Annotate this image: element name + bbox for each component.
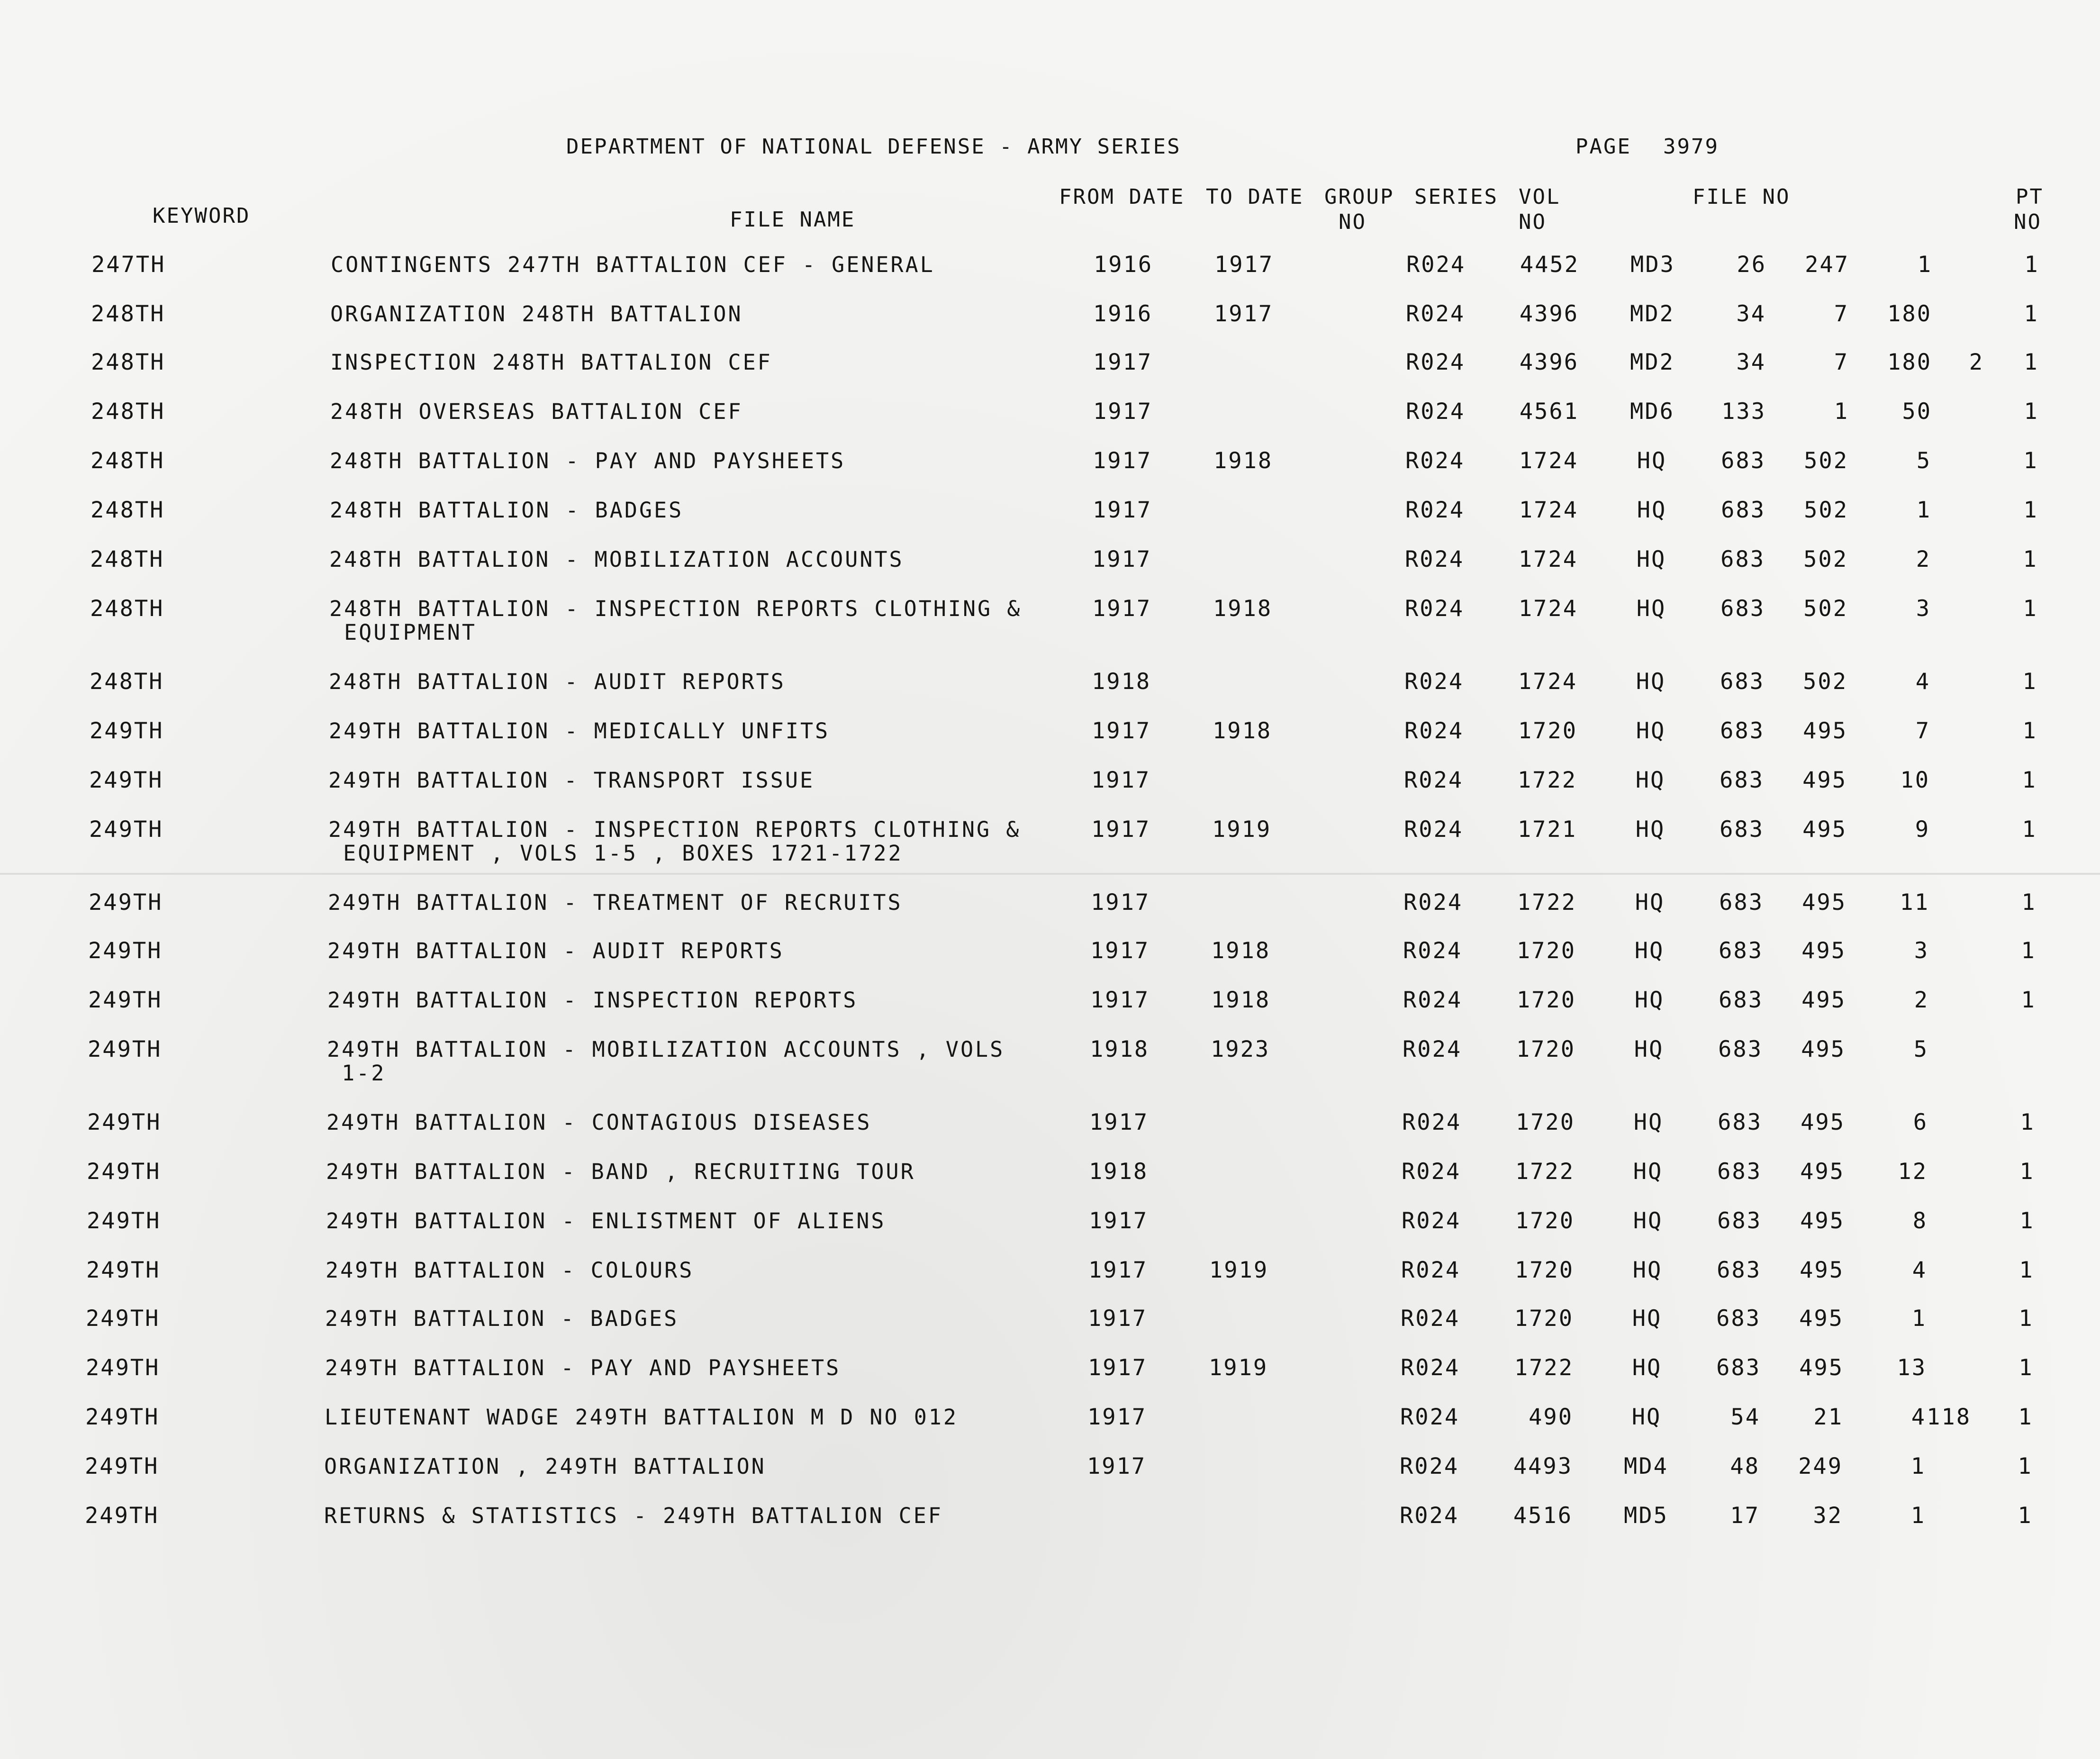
col-header-keyword: KEYWORD <box>153 204 251 228</box>
row-series: R024 <box>1406 301 1466 327</box>
row-vol: 1720 <box>1516 938 1576 964</box>
row-from-date: 1917 <box>1089 1109 1149 1135</box>
row-file-no-3: 7 <box>1834 301 1849 327</box>
row-series: R024 <box>1403 889 1463 916</box>
row-file-no-3: 32 <box>1813 1503 1843 1529</box>
row-series: R024 <box>1405 596 1465 622</box>
row-file-no-3: 495 <box>1801 1036 1846 1062</box>
row-keyword: 248TH <box>91 349 165 375</box>
row-file-no-5: 2 <box>1969 349 1984 375</box>
row-pt-no: 1 <box>2019 1355 2034 1381</box>
row-file-no-3: 495 <box>1803 718 1847 744</box>
row-file-name: 249TH BATTALION - BAND , RECRUITING TOUR <box>326 1159 915 1184</box>
row-pt-no: 1 <box>2024 349 2039 375</box>
row-file-no-prefix: MD2 <box>1630 301 1675 327</box>
row-file-no-2: 683 <box>1716 1306 1761 1332</box>
row-series: R024 <box>1401 1355 1460 1381</box>
row-file-no-2: 683 <box>1718 1036 1763 1062</box>
row-file-no-2: 683 <box>1719 987 1763 1013</box>
row-keyword: 249TH <box>89 767 163 793</box>
row-pt-no: 1 <box>2020 1109 2035 1135</box>
row-file-no-2: 48 <box>1730 1453 1760 1479</box>
row-file-no-3: 495 <box>1802 767 1847 793</box>
row-vol: 490 <box>1529 1404 1573 1430</box>
row-file-no-prefix: HQ <box>1632 1306 1662 1332</box>
row-file-no-prefix: HQ <box>1631 1404 1662 1430</box>
col-header-series: SERIES <box>1414 185 1498 209</box>
row-series: R024 <box>1402 1109 1462 1135</box>
row-file-no-prefix: HQ <box>1636 718 1666 744</box>
row-file-no-4: 8 <box>1912 1208 1928 1234</box>
row-file-no-3: 502 <box>1803 546 1848 572</box>
row-file-no-2: 683 <box>1716 1355 1761 1381</box>
row-series: R024 <box>1405 546 1465 572</box>
row-to-date: 1918 <box>1211 987 1271 1013</box>
row-vol: 1720 <box>1514 1306 1574 1332</box>
col-header-group-no: NO <box>1339 210 1367 234</box>
row-from-date: 1917 <box>1090 987 1150 1013</box>
row-file-no-2: 683 <box>1720 767 1764 793</box>
row-file-name: ORGANIZATION , 249TH BATTALION <box>324 1454 766 1479</box>
col-header-group: GROUP <box>1324 185 1394 209</box>
row-series: R024 <box>1405 448 1465 474</box>
row-vol: 1721 <box>1517 816 1577 843</box>
row-file-no-4: 2 <box>1914 987 1929 1013</box>
row-file-no-2: 34 <box>1736 349 1766 375</box>
row-file-no-2: 54 <box>1730 1404 1760 1430</box>
row-vol: 4396 <box>1519 349 1579 375</box>
row-file-no-4: 1 <box>1916 497 1931 523</box>
row-file-no-prefix: HQ <box>1634 987 1665 1013</box>
row-file-no-3: 495 <box>1802 889 1847 916</box>
row-file-name: ORGANIZATION 248TH BATTALION <box>330 301 743 326</box>
row-pt-no: 1 <box>2024 301 2039 327</box>
row-keyword: 248TH <box>91 497 165 523</box>
row-vol: 1720 <box>1515 1208 1575 1234</box>
row-series: R024 <box>1404 669 1464 695</box>
row-file-no-2: 683 <box>1720 816 1764 843</box>
col-header-file-no: FILE NO <box>1693 185 1791 209</box>
row-pt-no: 1 <box>2023 596 2038 622</box>
row-file-no-prefix: HQ <box>1633 1208 1663 1234</box>
row-keyword: 248TH <box>91 399 165 425</box>
row-file-no-3: 495 <box>1800 1257 1844 1283</box>
col-header-file-name: FILE NAME <box>730 208 856 232</box>
row-from-date: 1917 <box>1087 1404 1147 1430</box>
row-keyword: 249TH <box>88 938 163 964</box>
row-file-no-4: 6 <box>1913 1109 1928 1135</box>
row-pt-no: 1 <box>2018 1453 2033 1479</box>
row-file-no-3: 495 <box>1800 1159 1845 1185</box>
row-series: R024 <box>1402 1159 1461 1185</box>
row-vol: 1722 <box>1515 1159 1575 1185</box>
row-keyword: 249TH <box>85 1404 160 1430</box>
row-keyword: 249TH <box>88 1036 162 1062</box>
row-series: R024 <box>1403 987 1463 1013</box>
row-from-date: 1917 <box>1088 1306 1148 1332</box>
row-pt-no: 1 <box>2022 767 2037 793</box>
row-keyword: 249TH <box>87 1208 161 1234</box>
page-label: PAGE <box>1575 135 1631 159</box>
row-file-no-prefix: HQ <box>1636 546 1666 572</box>
row-from-date: 1916 <box>1093 301 1153 327</box>
row-to-date: 1918 <box>1211 938 1271 964</box>
row-file-no-3: 495 <box>1799 1355 1844 1381</box>
row-vol: 1720 <box>1516 1036 1575 1062</box>
row-file-name: 248TH BATTALION - BADGES <box>330 498 684 523</box>
row-vol: 1720 <box>1518 718 1577 744</box>
row-file-no-2: 683 <box>1719 889 1764 916</box>
row-keyword: 249TH <box>87 1109 162 1135</box>
row-file-name: 249TH BATTALION - MEDICALLY UNFITS <box>329 718 830 743</box>
row-pt-no: 1 <box>2022 669 2037 695</box>
row-pt-no: 1 <box>2019 1159 2035 1185</box>
row-to-date: 1918 <box>1213 596 1273 622</box>
row-pt-no: 1 <box>2021 889 2037 916</box>
row-pt-no: 1 <box>2023 497 2038 523</box>
row-keyword: 248TH <box>90 546 164 572</box>
row-pt-no: 1 <box>2024 252 2039 278</box>
row-file-no-4: 7 <box>1915 718 1930 744</box>
row-file-no-4: 5 <box>1913 1036 1928 1062</box>
row-file-no-3: 21 <box>1813 1404 1843 1430</box>
row-to-date: 1917 <box>1214 252 1274 278</box>
row-file-no-3: 495 <box>1801 938 1846 964</box>
row-keyword: 249TH <box>85 1453 159 1479</box>
row-file-name: 248TH BATTALION - MOBILIZATION ACCOUNTS <box>329 547 904 572</box>
row-file-name: 249TH BATTALION - MOBILIZATION ACCOUNTS , VOLS 1-2 <box>327 1037 1005 1086</box>
row-file-no-3: 495 <box>1802 816 1847 843</box>
row-series: R024 <box>1401 1306 1460 1332</box>
row-file-no-prefix: HQ <box>1635 767 1666 793</box>
row-from-date: 1917 <box>1093 497 1152 523</box>
row-file-name: 249TH BATTALION - INSPECTION REPORTS CLOTHING & EQUIPMENT , VOLS 1-5 , BOXES 1721-1722 <box>328 817 1021 866</box>
row-file-name: 249TH BATTALION - PAY AND PAYSHEETS <box>325 1355 841 1380</box>
row-keyword: 249TH <box>88 987 163 1013</box>
row-series: R024 <box>1404 718 1464 744</box>
row-from-date: 1917 <box>1092 718 1151 744</box>
row-file-no-prefix: HQ <box>1637 497 1667 523</box>
row-file-no-4: 180 <box>1887 301 1932 327</box>
row-file-name: 248TH BATTALION - AUDIT REPORTS <box>329 669 786 694</box>
col-header-from-date: FROM DATE <box>1059 185 1185 209</box>
row-file-name: 248TH BATTALION - PAY AND PAYSHEETS <box>330 448 846 473</box>
row-keyword: 249TH <box>86 1306 160 1332</box>
col-header-vol: VOL <box>1519 185 1561 209</box>
row-file-no-prefix: MD3 <box>1630 252 1675 278</box>
row-from-date: 1918 <box>1089 1159 1149 1185</box>
row-file-no-2: 683 <box>1720 669 1765 695</box>
row-vol: 4561 <box>1519 399 1579 425</box>
row-to-date: 1919 <box>1209 1257 1269 1283</box>
row-vol: 1724 <box>1518 596 1578 622</box>
row-series: R024 <box>1401 1257 1461 1283</box>
col-header-to-date: TO DATE <box>1206 185 1304 209</box>
row-file-name: RETURNS & STATISTICS - 249TH BATTALION CEF <box>324 1503 943 1528</box>
row-file-no-3: 502 <box>1803 669 1847 695</box>
row-series: R024 <box>1404 816 1464 843</box>
row-file-no-2: 683 <box>1718 1109 1762 1135</box>
row-from-date: 1917 <box>1089 1208 1149 1234</box>
row-keyword: 247TH <box>91 252 166 278</box>
col-header-pt: PT <box>2016 185 2044 209</box>
row-file-no-2: 683 <box>1717 1208 1762 1234</box>
row-file-no-4: 4 <box>1915 669 1930 695</box>
row-to-date: 1919 <box>1212 816 1272 843</box>
row-from-date: 1916 <box>1094 252 1153 278</box>
row-series: R024 <box>1403 938 1463 964</box>
row-file-no-3: 495 <box>1801 987 1846 1013</box>
row-pt-no: 1 <box>2023 448 2038 474</box>
row-keyword: 248TH <box>90 669 164 695</box>
document-title: DEPARTMENT OF NATIONAL DEFENSE - ARMY SERIES <box>566 135 1181 159</box>
row-file-no-prefix: HQ <box>1633 1159 1663 1185</box>
row-file-no-4: 1 <box>1910 1503 1926 1529</box>
col-header-pt-no: NO <box>2014 210 2042 234</box>
row-keyword: 249TH <box>86 1355 160 1381</box>
row-from-date: 1917 <box>1088 1355 1148 1381</box>
row-from-date: 1917 <box>1091 889 1150 916</box>
row-file-no-prefix: HQ <box>1636 669 1666 695</box>
row-file-no-4: 10 <box>1900 767 1930 793</box>
row-file-no-2: 683 <box>1720 546 1765 572</box>
row-from-date: 1918 <box>1090 1036 1150 1062</box>
row-file-no-4: 1 <box>1917 252 1932 278</box>
row-file-no-prefix: MD5 <box>1624 1503 1668 1529</box>
row-pt-no: 1 <box>2021 987 2036 1013</box>
row-series: R024 <box>1406 252 1466 278</box>
row-series: R024 <box>1406 399 1466 425</box>
row-pt-no: 1 <box>2018 1404 2033 1430</box>
row-keyword: 249TH <box>86 1257 161 1283</box>
row-file-no-prefix: HQ <box>1634 938 1665 964</box>
row-series: R024 <box>1406 349 1466 375</box>
row-to-date: 1918 <box>1213 448 1273 474</box>
row-series: R024 <box>1400 1404 1460 1430</box>
row-pt-no: 1 <box>2021 938 2036 964</box>
row-file-no-3: 495 <box>1800 1208 1845 1234</box>
row-file-no-prefix: MD2 <box>1630 349 1675 375</box>
row-to-date: 1917 <box>1214 301 1274 327</box>
row-file-name: 248TH OVERSEAS BATTALION CEF <box>330 399 743 424</box>
row-pt-no: 1 <box>2019 1306 2034 1332</box>
row-file-no-prefix: HQ <box>1632 1355 1662 1381</box>
row-file-no-3: 1 <box>1834 399 1849 425</box>
row-file-no-3: 495 <box>1801 1109 1845 1135</box>
row-file-name: CONTINGENTS 247TH BATTALION CEF - GENERAL <box>331 252 935 277</box>
row-to-date: 1918 <box>1213 718 1272 744</box>
row-from-date: 1918 <box>1092 669 1151 695</box>
row-file-no-3: 502 <box>1804 448 1848 474</box>
row-file-no-4: 1 <box>1911 1306 1927 1332</box>
row-file-no-prefix: HQ <box>1632 1257 1663 1283</box>
row-from-date: 1917 <box>1088 1257 1148 1283</box>
row-vol: 1720 <box>1515 1109 1575 1135</box>
row-file-name: 249TH BATTALION - BADGES <box>325 1306 679 1331</box>
row-file-no-3: 247 <box>1805 252 1849 278</box>
row-from-date: 1917 <box>1093 448 1152 474</box>
row-file-no-2: 683 <box>1719 938 1763 964</box>
row-vol: 4396 <box>1519 301 1579 327</box>
row-to-date: 1923 <box>1211 1036 1270 1062</box>
row-file-no-4: 1 <box>1910 1453 1926 1479</box>
row-from-date: 1917 <box>1091 816 1151 843</box>
row-file-no-2: 683 <box>1721 448 1765 474</box>
row-from-date: 1917 <box>1087 1453 1147 1479</box>
row-vol: 1724 <box>1518 669 1577 695</box>
row-file-name: 249TH BATTALION - COLOURS <box>326 1258 694 1283</box>
row-file-no-2: 683 <box>1720 718 1765 744</box>
page-fold-line <box>0 873 2100 875</box>
row-pt-no: 1 <box>2023 546 2038 572</box>
row-file-no-2: 683 <box>1720 596 1765 622</box>
row-file-name: 249TH BATTALION - ENLISTMENT OF ALIENS <box>326 1208 886 1233</box>
row-series: R024 <box>1405 497 1465 523</box>
row-file-no-3: 249 <box>1798 1453 1843 1479</box>
row-vol: 1724 <box>1519 448 1578 474</box>
row-file-name: 249TH BATTALION - TRANSPORT ISSUE <box>328 768 815 793</box>
row-file-name: 249TH BATTALION - TREATMENT OF RECRUITS <box>328 890 903 915</box>
row-file-name: LIEUTENANT WADGE 249TH BATTALION M D NO 012 <box>325 1405 958 1430</box>
row-from-date: 1917 <box>1091 767 1151 793</box>
row-to-date: 1919 <box>1209 1355 1268 1381</box>
row-file-no-2: 683 <box>1721 497 1765 523</box>
row-vol: 1724 <box>1519 497 1578 523</box>
row-file-no-3: 495 <box>1799 1306 1844 1332</box>
row-vol: 1722 <box>1514 1355 1574 1381</box>
row-series: R024 <box>1403 1036 1462 1062</box>
row-series: R024 <box>1404 767 1464 793</box>
row-keyword: 249TH <box>85 1503 159 1529</box>
row-from-date: 1917 <box>1093 349 1153 375</box>
row-file-no-3: 7 <box>1834 349 1849 375</box>
row-series: R024 <box>1402 1208 1461 1234</box>
row-file-no-4: 50 <box>1902 399 1932 425</box>
row-vol: 1724 <box>1518 546 1578 572</box>
row-vol: 1722 <box>1517 767 1577 793</box>
row-file-no-4: 4 <box>1912 1257 1927 1283</box>
row-vol: 4516 <box>1513 1503 1573 1529</box>
row-file-no-2: 34 <box>1736 301 1766 327</box>
row-file-name: 248TH BATTALION - INSPECTION REPORTS CLOTHING & EQUIPMENT <box>329 596 1022 645</box>
row-from-date: 1917 <box>1090 938 1150 964</box>
row-keyword: 248TH <box>91 301 165 327</box>
row-file-no-4: 3 <box>1916 596 1931 622</box>
row-series: R024 <box>1400 1453 1459 1479</box>
row-series: R024 <box>1400 1503 1459 1529</box>
row-file-name: INSPECTION 248TH BATTALION CEF <box>330 350 772 375</box>
row-file-name: 249TH BATTALION - CONTAGIOUS DISEASES <box>326 1110 872 1135</box>
row-file-no-4: 13 <box>1897 1355 1927 1381</box>
row-file-no-prefix: HQ <box>1637 448 1667 474</box>
row-file-no-2: 683 <box>1717 1159 1762 1185</box>
row-keyword: 249TH <box>87 1159 161 1185</box>
row-vol: 1720 <box>1514 1257 1574 1283</box>
row-file-name: 249TH BATTALION - AUDIT REPORTS <box>327 938 784 963</box>
row-file-no-4: 180 <box>1887 349 1932 375</box>
row-keyword: 249TH <box>89 816 163 843</box>
row-file-no-2: 26 <box>1737 252 1766 278</box>
row-vol: 1722 <box>1517 889 1576 916</box>
row-pt-no: 1 <box>2019 1257 2034 1283</box>
row-file-no-4: 3 <box>1914 938 1929 964</box>
row-keyword: 249TH <box>90 718 164 744</box>
page-number: 3979 <box>1663 135 1719 159</box>
row-file-no-prefix: HQ <box>1635 889 1665 916</box>
col-header-vol-no: NO <box>1519 210 1547 234</box>
row-vol: 4452 <box>1520 252 1579 278</box>
row-keyword: 248TH <box>91 448 165 474</box>
row-keyword: 248TH <box>90 596 164 622</box>
row-pt-no: 1 <box>2019 1208 2035 1234</box>
row-file-no-4: 12 <box>1898 1159 1928 1185</box>
row-file-no-6: 118 <box>1927 1404 1971 1430</box>
row-file-no-4: 5 <box>1916 448 1931 474</box>
row-file-no-2: 133 <box>1721 399 1766 425</box>
row-file-no-4: 4 <box>1911 1404 1926 1430</box>
row-file-no-3: 502 <box>1804 497 1848 523</box>
row-file-no-prefix: HQ <box>1633 1109 1664 1135</box>
row-file-no-prefix: MD6 <box>1630 399 1675 425</box>
row-pt-no: 1 <box>2022 718 2037 744</box>
row-from-date: 1917 <box>1092 596 1152 622</box>
row-vol: 1720 <box>1516 987 1576 1013</box>
row-file-no-4: 9 <box>1915 816 1930 843</box>
row-file-no-prefix: HQ <box>1635 816 1666 843</box>
row-file-name: 249TH BATTALION - INSPECTION REPORTS <box>327 988 858 1013</box>
row-file-no-2: 683 <box>1717 1257 1761 1283</box>
row-file-no-2: 17 <box>1730 1503 1760 1529</box>
row-file-no-prefix: HQ <box>1636 596 1666 622</box>
row-from-date: 1917 <box>1092 546 1152 572</box>
row-file-no-prefix: HQ <box>1634 1036 1664 1062</box>
row-keyword: 249TH <box>89 889 163 916</box>
row-pt-no: 1 <box>2018 1503 2033 1529</box>
row-file-no-4: 2 <box>1916 546 1931 572</box>
row-file-no-prefix: MD4 <box>1624 1453 1668 1479</box>
row-file-no-3: 502 <box>1803 596 1848 622</box>
row-pt-no: 1 <box>2024 399 2039 425</box>
row-vol: 4493 <box>1513 1453 1573 1479</box>
row-from-date: 1917 <box>1093 399 1153 425</box>
row-file-no-4: 11 <box>1900 889 1929 916</box>
row-pt-no: 1 <box>2022 816 2037 843</box>
